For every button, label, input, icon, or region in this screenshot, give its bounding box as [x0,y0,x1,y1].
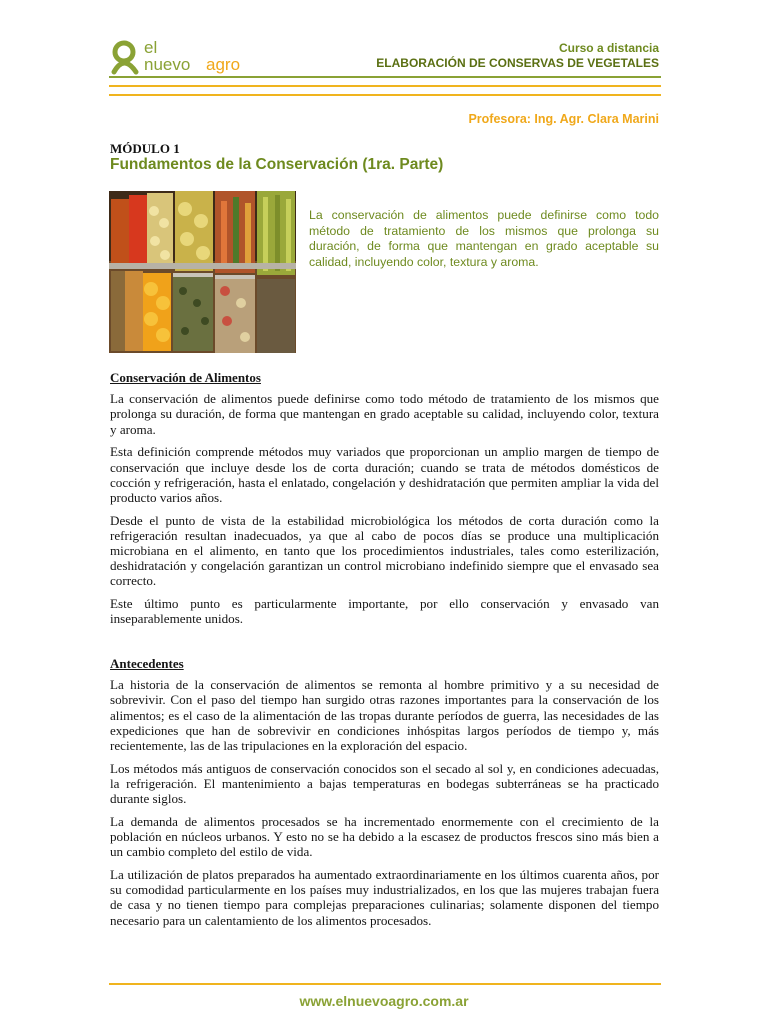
footer-divider [109,983,661,985]
header-divider-gold-1 [109,85,661,87]
module-label: MÓDULO 1 [110,141,180,156]
header-divider [109,76,661,78]
paragraph: Desde el punto de vista de la estabilidad microbiológica los métodos de corta duración como la refrigeración resultan inadecuados, ya que al cabo de pocos días se produce una multiplicación microbiana en el alimento, en tanto que los procedimientos industriales, tales como esterilización, deshidratación y congelación garantizan un control microbiano indefinido siempre que el envasado sea correcto. [110,512,659,589]
paragraph: Esta definición comprende métodos muy variados que proporcionan un amplio margen de tiempo de conservación que incluye desde los de corta duración; cuando se trata de métodos domésticos de cocción y refrigeración, hasta el enlatado, congelación y deshidratación que permiten ampliar la vida del producto varios años. [110,444,659,505]
section-heading: Antecedentes [110,656,184,671]
paragraph: La demanda de alimentos procesados se ha incrementado enormemente con el crecimiento de la población en núcleos urbanos. Y esto no se ha debido a la escasez de productos frescos sino más bien a un cambio completo del estilo de vida. [110,813,659,860]
professor-name: Profesora: Ing. Agr. Clara Marini [468,112,659,126]
section-conservacion [110,370,659,634]
course-type: Curso a distancia [558,41,659,55]
footer-url[interactable]: www.elnuevoagro.com.ar [299,993,469,1009]
course-title: ELABORACIÓN DE CONSERVAS DE VEGETALES [376,56,659,70]
section-antecedentes [110,656,659,935]
section-heading: Conservación de Alimentos [110,370,261,385]
paragraph: La conservación de alimentos puede definirse como todo método de tratamiento de los mismos que prolonga su duración, de forma que mantengan en grado aceptable su calidad, incluyendo color, textura y aroma. [110,391,659,437]
preserve-jars-photo [109,191,296,353]
svg-text:el: el [144,38,158,57]
paragraph: La historia de la conservación de alimentos se remonta al hombre primitivo y a su necesidad de sobrevivir. Con el paso del tiempo han surgido otras razones importantes para la conservación de los alimentos; es el caso de la alimentación de las tropas durante períodos de guerra, las necesidades de las expediciones que han de sobrevivir en condiciones inhóspitas largos períodos de tiempo y, más recientemente, las de las tripulaciones en la exploración del espacio. [110,677,659,754]
paragraph: La utilización de platos preparados ha aumentado extraordinariamente en los últimos cuarenta años, por su comodidad particularmente en los países muy industrializados, en los que las mujeres trabajan fuera de casa y no tienen tiempo para complejas preparaciones culinarias; solamente disponen del tiempo necesario para un calentamiento de los alimentos procesados. [110,866,659,928]
intro-text: La conservación de alimentos puede definirse como todo método de tratamiento de los mismos que prolonga su duración, de forma que mantengan en grado aceptable su calidad, incluyendo color, textura y aroma. [309,208,659,269]
course-info [376,41,659,71]
svg-text:nuevo: nuevo [144,55,191,74]
el-nuevo-agro-logo [110,36,270,76]
module-title: Fundamentos de la Conservación (1ra. Parte) [110,156,444,173]
paragraph: Este último punto es particularmente importante, por ello conservación y envasado van inseparablemente unidos. [110,596,659,627]
svg-text:agro: agro [206,55,241,74]
paragraph: Los métodos más antiguos de conservación conocidos son el secado al sol y, en condiciones adecuadas, la refrigeración. El mantenimiento a bajas temperaturas en bodegas subterráneas se ha practicado durante siglos. [110,760,659,807]
header-divider-gold-2 [109,94,661,96]
